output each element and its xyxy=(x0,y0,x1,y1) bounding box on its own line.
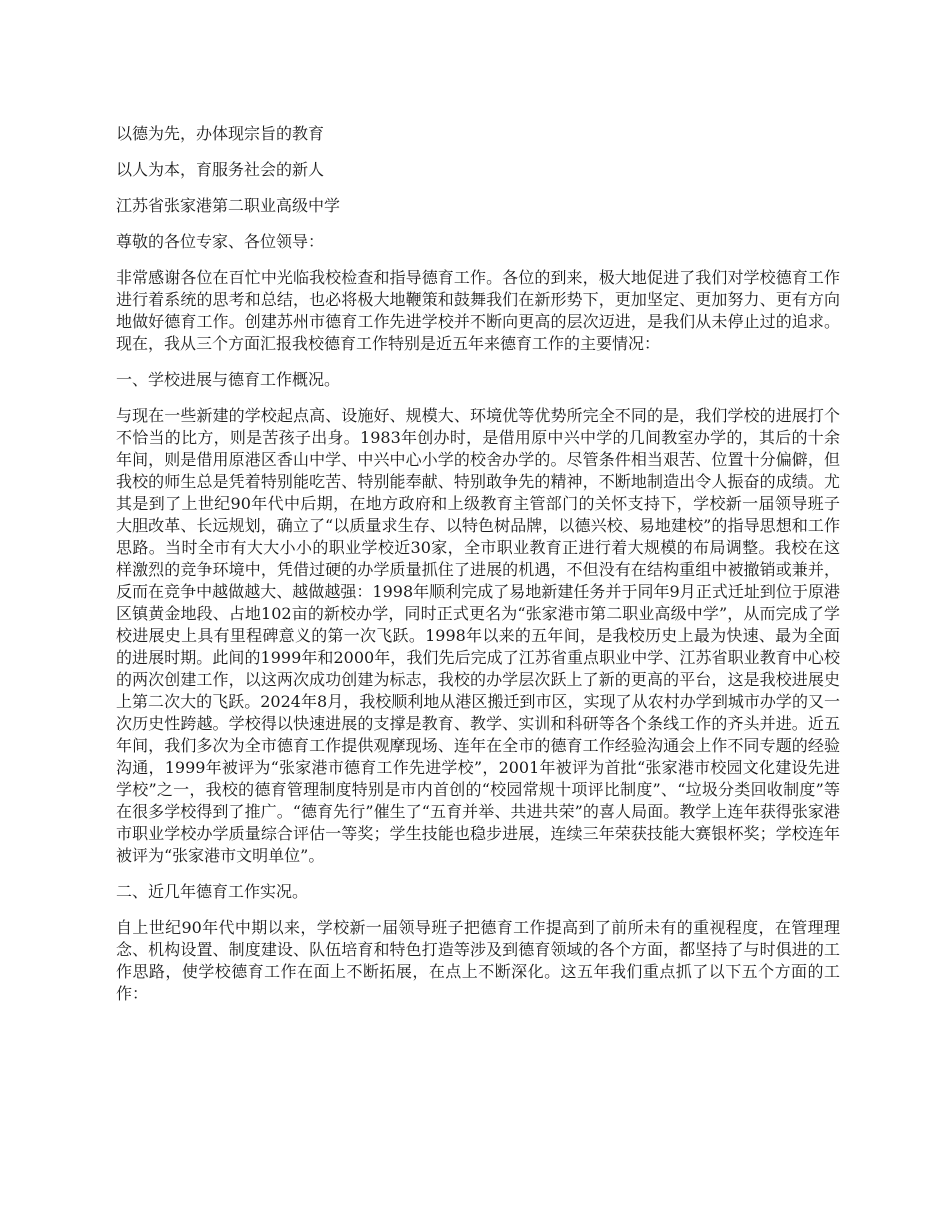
intro-paragraph: 非常感谢各位在百忙中光临我校检查和指导德育工作。各位的到来，极大地促进了我们对学校德育工作进行着系统的思考和总结，也必将极大地鞭策和鼓舞我们在新形势下，更加坚定、更加努力、更有方向地做好德育工作。创建苏州市德育工作先进学校并不断向更高的层次迈进，是我们从未停止过的追求。现在，我从三个方面汇报我校德育工作特别是近五年来德育工作的主要情况： xyxy=(116,268,840,353)
school-name: 江苏省张家港第二职业高级中学 xyxy=(116,196,341,215)
section-2-paragraph: 自上世纪90年代中期以来，学校新一届领导班子把德育工作提高到了前所未有的重视程度，在管理理念、机构设置、制度建设、队伍培育和特色打造等涉及到德育领域的各个方面，都坚持了与时俱进的工作思路，使学校德育工作在面上不断拓展，在点上不断深化。这五年我们重点抓了以下五个方面的工作： xyxy=(116,918,840,1003)
section-2-heading: 二、近几年德育工作实况。 xyxy=(116,882,309,901)
salutation: 尊敬的各位专家、各位领导： xyxy=(116,232,325,251)
title-line-2: 以人为本，育服务社会的新人 xyxy=(116,160,325,179)
section-1-paragraph: 与现在一些新建的学校起点高、设施好、规模大、环境优等优势所完全不同的是，我们学校的进展打个不恰当的比方，则是苦孩子出身。1983年创办时，是借用原中兴中学的几间教室办学的，其后的十余年间，则是借用原港区香山中学、中兴中心小学的校舍办学的。尽管条件相当艰苦、位置十分偏僻，但我校的师生总是凭着特别能吃苦、特别能奉献、特别敢争先的精神，不断地制造出令人振奋的成绩。尤其是到了上世纪90年代中后期，在地方政府和上级教育主管部门的关怀支持下，学校新一届领导班子大胆改革、长远规划，确立了“以质量求生存、以特色树品牌，以德兴校、易地建校”的指导思想和工作思路。当时全市有大大小小的职业学校近30家，全市职业教育正进行着大规模的布局调整。我校在这样激烈的竞争环境中，凭借过硬的办学质量抓住了进展的机遇，不但没有在结构重组中被撤销或兼并，反而在竞争中越做越大、越做越强：1998年顺利完成了易地新建任务并于同年9月正式迁址到位于原港区镇黄金地段、占地102亩的新校办学，同时正式更名为“张家港市第二职业高级中学”，从而完成了学校进展史上具有里程碑意义的第一次飞跃。1998年以来的五年间，是我校历史上最为快速、最为全面的进展时期。此间的1999年和2000年，我们先后完成了江苏省重点职业中学、江苏省职业教育中心校的两次创建工作，以这两次成功创建为标志，我校的办学层次跃上了新的更高的平台，这是我校进展史上第二次大的飞跃。2024年8月，我校顺利地从港区搬迁到市区，实现了从农村办学到城市办学的又一次历史性跨越。学校得以快速进展的支撑是教育、教学、实训和科研等各个条线工作的齐头并进。近五年间，我们多次为全市德育工作提供观摩现场、连年在全市的德育工作经验沟通会上作不同专题的经验沟通，1999年被评为“张家港市德育工作先进学校”，2001年被评为首批“张家港市校园文化建设先进学校”之一，我校的德育管理制度特别是市内首创的“校园常规十项评比制度”、“垃圾分类回收制度”等在很多学校得到了推广。“德育先行”催生了“五育并举、共进共荣”的喜人局面。教学上连年获得张家港市职业学校办学质量综合评估一等奖；学生技能也稳步进展，连续三年荣获技能大赛银杯奖；学校连年被评为“张家港市文明单位”。 xyxy=(116,406,840,865)
section-1-heading: 一、学校进展与德育工作概况。 xyxy=(116,370,341,389)
title-line-1: 以德为先，办体现宗旨的教育 xyxy=(116,124,325,143)
